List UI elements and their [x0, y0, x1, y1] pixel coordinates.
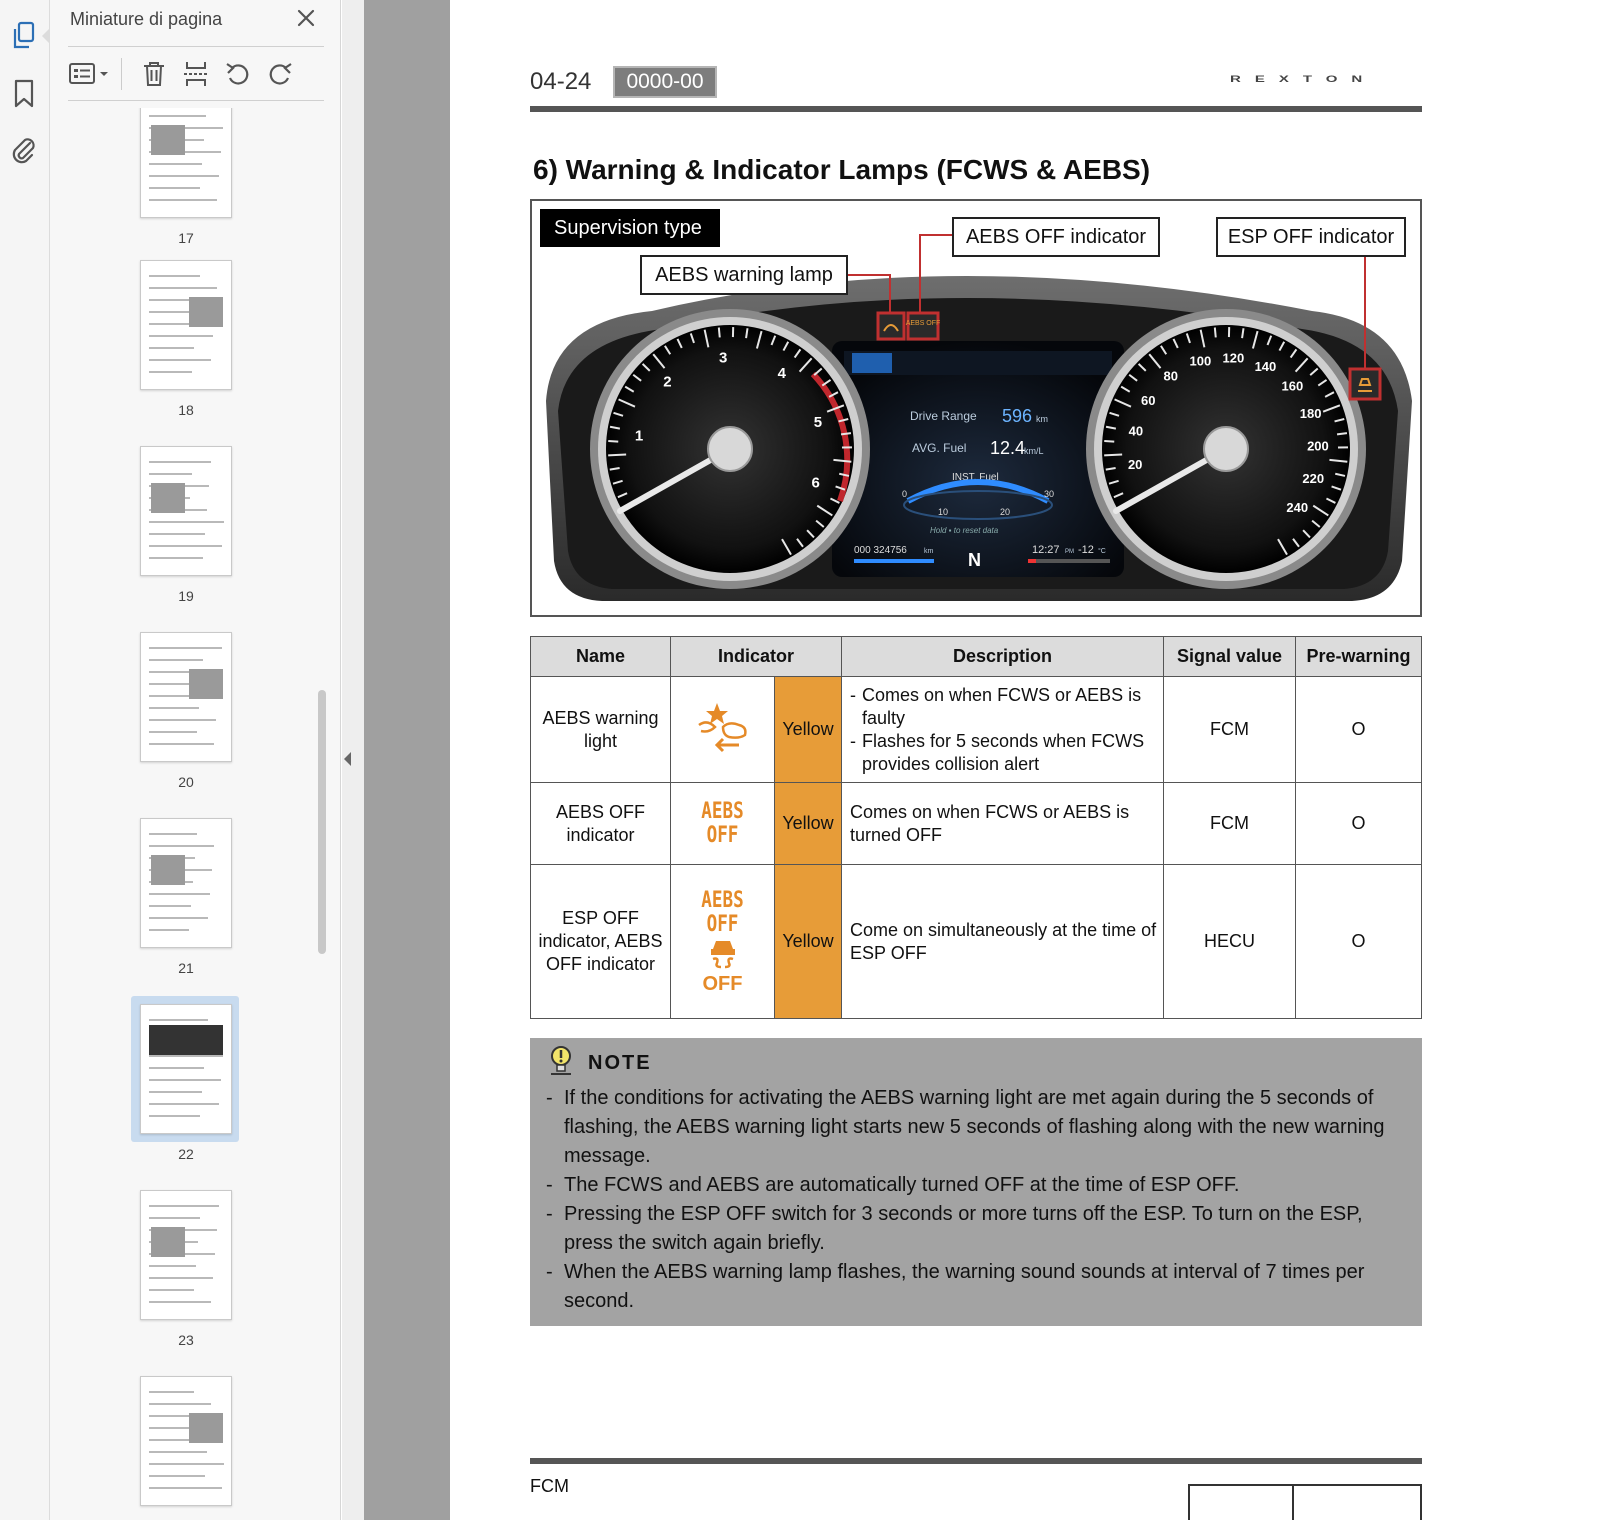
thumbnail-line — [149, 1019, 208, 1021]
fuel-tick-10: 10 — [938, 507, 949, 517]
document-page — [450, 0, 1599, 1520]
thumbnail-line — [149, 707, 199, 709]
document-background — [364, 0, 450, 1520]
aebs-off-icon: AEBS OFF — [671, 783, 775, 865]
gauge-tick — [1337, 433, 1347, 434]
thumbnail-figure — [189, 1413, 223, 1443]
avg-fuel-label: AVG. Fuel — [912, 441, 967, 455]
speedometer-hub — [1204, 427, 1248, 471]
gauge-tick — [608, 454, 626, 455]
row-signal: FCM — [1164, 677, 1296, 783]
avg-fuel-unit: km/L — [1024, 446, 1044, 456]
table-row — [531, 865, 1422, 1019]
table-header-row — [531, 637, 1422, 677]
aebs-off-lamp-text: AEBS OFF — [905, 320, 941, 327]
callout-aebs-off-indicator: AEBS OFF indicator — [952, 217, 1160, 257]
thumbnail-line — [149, 1115, 200, 1117]
row-prewarning: O — [1296, 783, 1422, 865]
thumbnail-line — [149, 521, 224, 523]
thumbnail-line — [149, 1079, 221, 1081]
callout-aebs-warning-lamp: AEBS warning lamp — [640, 255, 848, 295]
aebs-off-icon: AEBS OFF — [701, 888, 744, 937]
callout-esp-off-indicator: ESP OFF indicator — [1216, 217, 1406, 257]
next-table-top — [1188, 1484, 1422, 1520]
thumbnail-page-number: 19 — [178, 588, 194, 604]
thumbnail-scrollbar[interactable] — [318, 690, 326, 954]
gauge-label: 2 — [663, 373, 672, 391]
gauge-tick — [1215, 328, 1216, 338]
thumbnail-line — [149, 473, 192, 475]
drive-range-label: Drive Range — [910, 409, 977, 423]
row-signal: FCM — [1164, 783, 1296, 865]
thumbnail-line — [149, 1439, 190, 1441]
row-name: AEBS warning light — [531, 677, 671, 783]
close-icon[interactable] — [294, 6, 318, 30]
clock: 12:27 — [1032, 544, 1060, 556]
drive-range-unit: km — [1036, 414, 1048, 424]
thumbnail-page-number: 23 — [178, 1332, 194, 1348]
thumbnail-line — [149, 1277, 213, 1279]
pages-icon[interactable] — [6, 16, 42, 56]
gauge-label: 220 — [1302, 471, 1325, 487]
fuel-tick-0: 0 — [902, 489, 908, 499]
panel-title: Miniature di pagina — [70, 9, 223, 29]
thumbnail-toolbar — [68, 56, 328, 92]
row-signal: HECU — [1164, 865, 1296, 1019]
thumbnail-line — [149, 275, 200, 277]
fuel-tick-20: 20 — [1000, 507, 1011, 517]
thumbnail-line — [149, 1289, 194, 1291]
thumbnail-line — [149, 287, 217, 289]
thumbnail-figure — [189, 297, 223, 327]
page-thumbnail[interactable] — [140, 1376, 232, 1506]
gauge-label: 120 — [1222, 350, 1245, 366]
note-item: - The FCWS and AEBS are automatically turned OFF at the time of ESP OFF. — [546, 1174, 1240, 1196]
gauge-tick — [1104, 441, 1114, 442]
table-row — [531, 677, 1422, 783]
page-thumbnail[interactable] — [140, 108, 232, 218]
thumbnail-line — [149, 659, 203, 661]
gauge-label: 6 — [811, 474, 820, 492]
column-header: Signal value — [1164, 637, 1296, 677]
cluster-figure — [530, 199, 1422, 617]
gauge-label: 40 — [1128, 423, 1144, 439]
row-description: Comes on when FCWS or AEBS is turned OFF — [842, 783, 1164, 865]
note-box — [530, 1038, 1422, 1326]
page-number: 04-24 — [530, 68, 592, 95]
outside-temp-unit: °C — [1098, 548, 1106, 555]
thumbnail-line — [149, 1265, 196, 1267]
note-item: - Pressing the ESP OFF switch for 3 seconds or more turns off the ESP. To turn on the ESP, press the switch again briefly. — [546, 1203, 1363, 1254]
gauge-label: 80 — [1163, 368, 1178, 384]
attachment-icon[interactable] — [6, 130, 42, 170]
gauge-tick — [719, 328, 720, 338]
section-title: 6) Warning & Indicator Lamps (FCWS & AEBS) — [533, 154, 1151, 185]
footer-rule — [530, 1458, 1422, 1464]
note-heading: NOTE — [588, 1052, 652, 1074]
thumbnail-line — [149, 719, 216, 721]
thumbnail-line — [149, 187, 200, 189]
thumbnail-line — [149, 1475, 205, 1477]
thumbnail-panel — [50, 0, 341, 1520]
gauge-label: 140 — [1254, 358, 1277, 374]
thumbnail-line — [149, 1217, 200, 1219]
thumbnail-figure — [151, 1227, 185, 1257]
insert-page-icon[interactable] — [178, 56, 214, 92]
thumbnail-line — [149, 1451, 207, 1453]
gauge-label: 4 — [777, 364, 786, 382]
thumbnail-page-number: 17 — [178, 230, 194, 246]
gauge-label: 100 — [1189, 353, 1212, 369]
gauge-tick — [608, 441, 618, 442]
indicator-color: Yellow — [775, 783, 842, 865]
page-thumbnail[interactable] — [140, 818, 232, 948]
avg-fuel-value: 12.4 — [990, 438, 1026, 458]
thumbnail-page-number: 18 — [178, 402, 194, 418]
row-prewarning: O — [1296, 865, 1422, 1019]
gauge-tick — [746, 328, 747, 338]
row-name: AEBS OFF indicator — [531, 783, 671, 865]
temp-bar — [854, 559, 934, 563]
thumbnail-line — [149, 833, 197, 835]
supervision-type-badge: Supervision type — [540, 209, 720, 247]
note-item: - When the AEBS warning lamp flashes, the warning sound sounds at interval of 7 times per second. — [546, 1261, 1365, 1312]
esp-off-text: OFF — [702, 973, 743, 995]
note-item: - If the conditions for activating the AEBS warning light are met again during the 5 seconds of flashing, the AEBS warning light starts new 5 seconds of flashing along with the new warning message. — [546, 1087, 1385, 1167]
thumbnail-line — [149, 175, 219, 177]
gauge-tick — [1242, 328, 1243, 338]
fuel-level-bar — [1028, 559, 1110, 563]
rotate-left-icon[interactable] — [220, 56, 256, 92]
column-header: Indicator — [671, 637, 842, 677]
gauge-label: 200 — [1307, 438, 1329, 454]
thumbnail-page-number: 20 — [178, 774, 194, 790]
aebs-warning-icon — [671, 677, 775, 783]
page-code-badge: 0000-00 — [613, 66, 717, 98]
thumbnail-list — [50, 108, 320, 1520]
page-thumbnail[interactable] — [140, 260, 232, 390]
reset-hint: Hold ▪ to reset data — [930, 526, 999, 535]
thumbnail-line — [149, 1055, 223, 1057]
row-description: - Comes on when FCWS or AEBS is faulty - Flashes for 5 seconds when FCWS provides collision alert — [842, 677, 1164, 783]
thumbnail-line — [149, 731, 197, 733]
gauge-label: 60 — [1141, 392, 1156, 408]
thumbnail-line — [149, 335, 213, 337]
rotate-right-icon[interactable] — [262, 56, 298, 92]
thumbnail-line — [149, 163, 202, 165]
thumbnail-line — [149, 647, 222, 649]
header-rule — [530, 106, 1422, 112]
collapse-panel-icon[interactable] — [344, 752, 351, 766]
delete-icon[interactable] — [136, 56, 172, 92]
thumbnail-line — [149, 1067, 204, 1069]
thumbnail-figure — [151, 125, 185, 155]
odometer: 000 324756 — [854, 545, 907, 556]
left-tool-rail — [0, 0, 50, 1520]
inst-fuel-label: INST. Fuel — [952, 472, 999, 483]
thumbnail-line — [149, 1205, 219, 1207]
thumbnail-line — [149, 115, 206, 117]
bookmark-icon[interactable] — [6, 74, 42, 114]
gauge-label: 240 — [1286, 500, 1309, 516]
thumbnail-line — [149, 1103, 219, 1105]
divider — [68, 46, 324, 47]
row-description: Come on simultaneously at the time of ESP OFF — [842, 865, 1164, 1019]
row-name: ESP OFF indicator, AEBS OFF indicator — [531, 865, 671, 1019]
thumbnail-line — [149, 359, 211, 361]
gauge-tick — [1104, 454, 1122, 455]
drive-range-value: 596 — [1002, 406, 1033, 426]
gauge-tick — [841, 433, 851, 434]
thumbnail-line — [149, 1301, 211, 1303]
gear-indicator: N — [968, 550, 981, 570]
thumbnail-line — [149, 929, 189, 931]
thumbnail-line — [149, 1091, 202, 1093]
thumbnail-line — [149, 743, 214, 745]
tachometer-hub — [708, 427, 752, 471]
table-row — [531, 783, 1422, 865]
thumbnail-figure — [189, 669, 223, 699]
active-panel-caret — [42, 28, 50, 44]
thumbnail-line — [149, 461, 211, 463]
page-thumbnail[interactable] — [140, 632, 232, 762]
thumbnail-figure — [149, 1025, 223, 1055]
thumbnail-line — [149, 1403, 211, 1405]
gauge-label: 180 — [1299, 405, 1322, 421]
page-thumbnail[interactable] — [140, 1190, 232, 1320]
page-thumbnail[interactable] — [140, 446, 232, 576]
outside-temp: -12 — [1078, 544, 1094, 556]
divider — [68, 100, 324, 101]
thumbnail-line — [149, 199, 217, 201]
esp-off-icons — [671, 865, 775, 1019]
thumbnail-line — [149, 557, 203, 559]
thumbnail-line — [149, 1415, 192, 1417]
gauge-label: 160 — [1281, 378, 1304, 394]
indicator-table — [530, 636, 1422, 1019]
column-header: Name — [531, 637, 671, 677]
page-options-icon[interactable] — [68, 56, 112, 92]
fuel-tick-30: 30 — [1044, 489, 1055, 499]
thumbnail-line — [149, 1487, 222, 1489]
next-section-text: FCM — [530, 1476, 569, 1496]
center-display — [832, 341, 1124, 577]
odometer-unit: km — [924, 548, 934, 555]
gauge-label: 5 — [813, 413, 823, 431]
thumbnail-line — [149, 545, 222, 547]
esp-skid-icon — [703, 937, 743, 969]
thumbnail-line — [149, 905, 191, 907]
thumbnail-figure — [151, 855, 185, 885]
gauge-label: 1 — [634, 427, 644, 445]
thumbnail-line — [149, 1391, 194, 1393]
thumbnail-line — [149, 347, 194, 349]
brand-logo: REXTON — [1230, 74, 1377, 85]
gauge-label: 20 — [1127, 456, 1143, 472]
thumbnail-line — [149, 893, 210, 895]
thumbnail-page-number: 22 — [178, 1146, 194, 1162]
thumbnail-line — [149, 917, 208, 919]
thumbnail-line — [149, 845, 214, 847]
column-header: Pre-warning — [1296, 637, 1422, 677]
gauge-label: 3 — [718, 349, 728, 367]
indicator-color: Yellow — [775, 677, 842, 783]
row-prewarning: O — [1296, 677, 1422, 783]
column-header: Description — [842, 637, 1164, 677]
thumbnail-line — [149, 371, 192, 373]
thumbnail-line — [149, 1463, 224, 1465]
indicator-color: Yellow — [775, 865, 842, 1019]
clock-suffix: PM — [1065, 549, 1074, 555]
thumbnail-line — [149, 533, 205, 535]
note-list — [546, 1084, 1416, 1316]
thumbnail-page-number: 21 — [178, 960, 194, 976]
lightbulb-icon — [548, 1044, 574, 1076]
page-thumbnail[interactable] — [140, 1004, 232, 1134]
thumbnail-figure — [151, 483, 185, 513]
